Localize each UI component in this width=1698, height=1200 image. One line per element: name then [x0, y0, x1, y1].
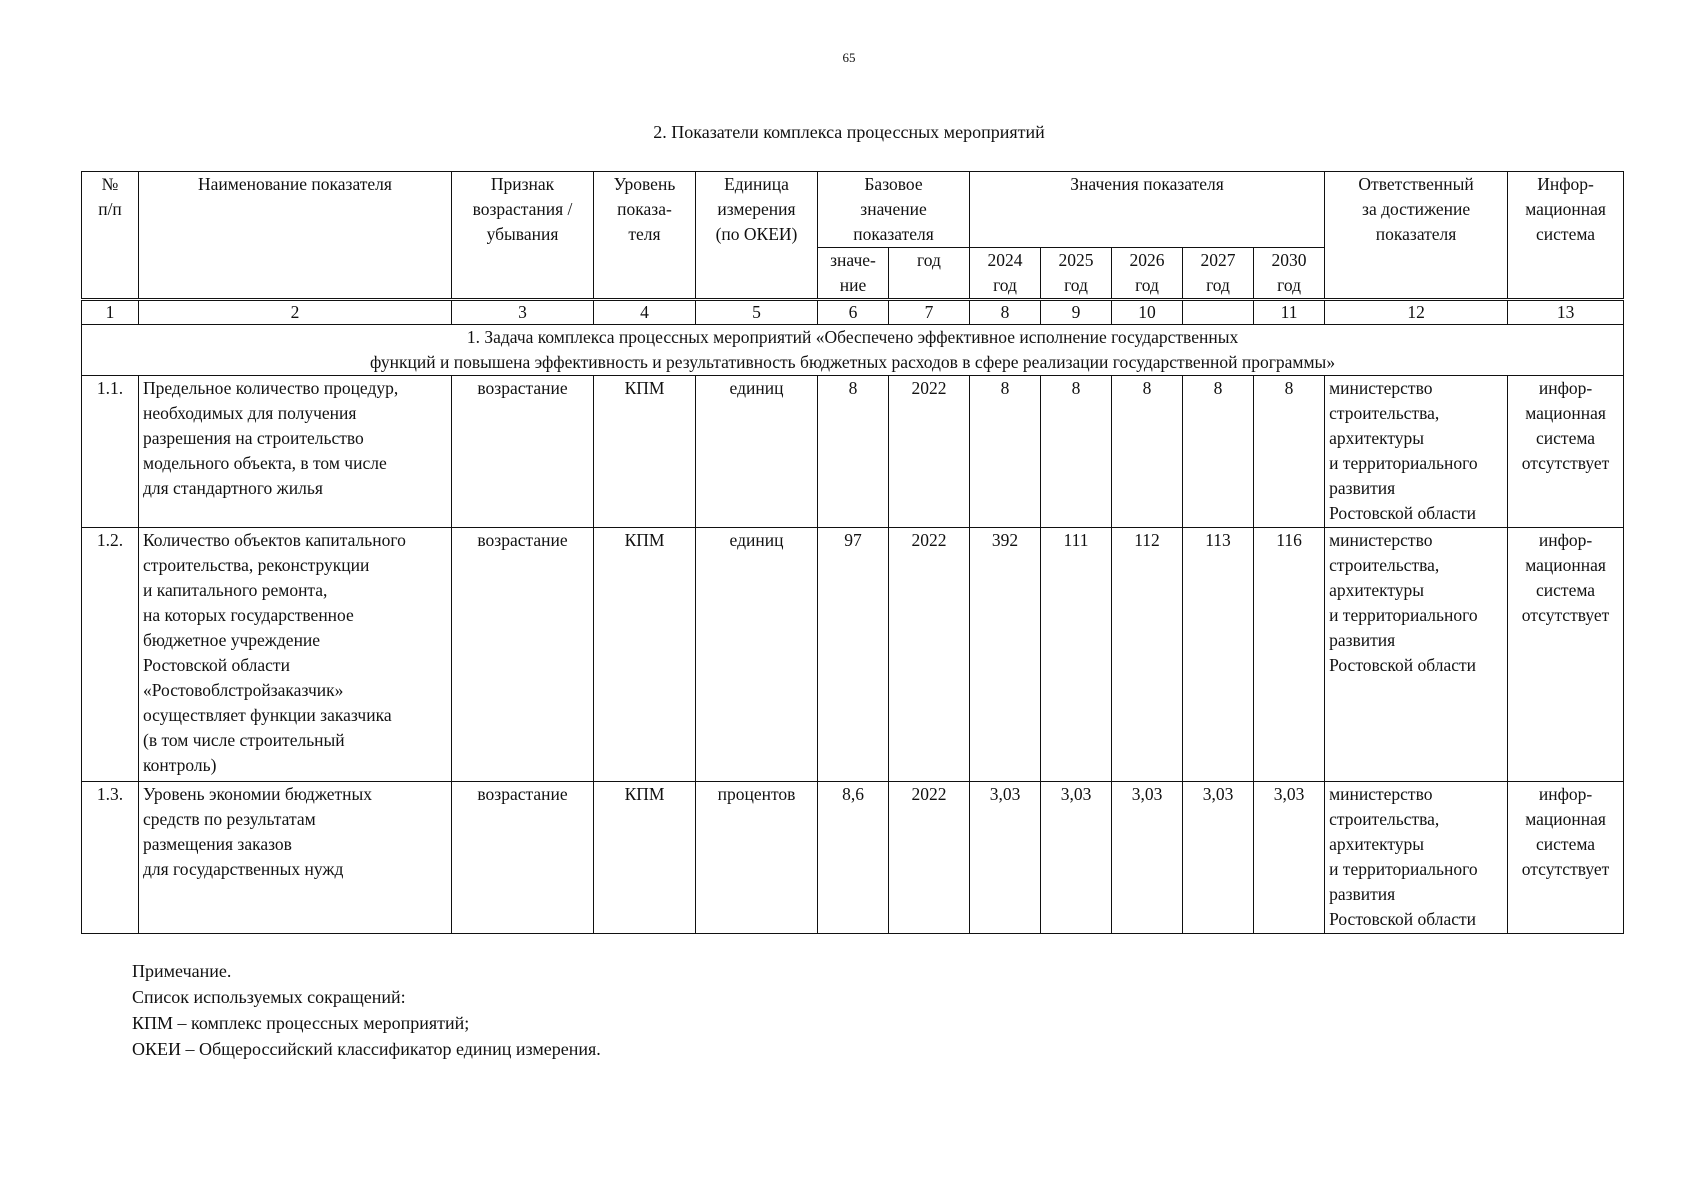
column-number: 11 — [1254, 300, 1325, 325]
column-number: 4 — [594, 300, 696, 325]
value-2026-cell: 112 — [1112, 528, 1183, 782]
responsible-cell: министерство строительства, архитектуры и территориального развития Ростовской области — [1325, 376, 1508, 528]
responsible-cell: министерство строительства, архитектуры и территориального развития Ростовской области — [1325, 782, 1508, 934]
value-2027-cell: 113 — [1183, 528, 1254, 782]
header-2024: 2024 год — [970, 248, 1041, 300]
column-number: 13 — [1508, 300, 1624, 325]
value-2026-cell: 8 — [1112, 376, 1183, 528]
header-number: № п/п — [82, 172, 139, 300]
value-2030-cell: 8 — [1254, 376, 1325, 528]
value-2024-cell: 8 — [970, 376, 1041, 528]
header-2025: 2025 год — [1041, 248, 1112, 300]
value-2026-cell: 3,03 — [1112, 782, 1183, 934]
indicator-name: Количество объектов капитального строительства, реконструкции и капитального ремонта, на которых государственное бюджетное учреждение Ростовской области «Ростовоблстройзаказчик» осуществляет функции заказчика (в том числе строительный контроль) — [139, 528, 452, 782]
header-base-value: значе- ние — [818, 248, 889, 300]
task-row — [82, 325, 1624, 376]
indicators-table — [81, 171, 1624, 934]
unit-cell: единиц — [696, 528, 818, 782]
value-2025-cell: 111 — [1041, 528, 1112, 782]
column-number — [1183, 300, 1254, 325]
base-value-cell: 8,6 — [818, 782, 889, 934]
column-number: 7 — [889, 300, 970, 325]
value-2025-cell: 8 — [1041, 376, 1112, 528]
table-row — [82, 376, 1624, 528]
column-number: 5 — [696, 300, 818, 325]
header-base: Базовое значение показателя — [818, 172, 970, 248]
header-base-year: год — [889, 248, 970, 300]
header-2027: 2027 год — [1183, 248, 1254, 300]
column-number: 1 — [82, 300, 139, 325]
trend-cell: возрастание — [452, 782, 594, 934]
note-line: Примечание. — [132, 961, 232, 981]
indicator-name: Предельное количество процедур, необходимых для получения разрешения на строительство модельного объекта, в том числе для стандартного жилья — [139, 376, 452, 528]
responsible-cell: министерство строительства, архитектуры и территориального развития Ростовской области — [1325, 528, 1508, 782]
value-2030-cell: 116 — [1254, 528, 1325, 782]
note-line: ОКЕИ – Общероссийский классификатор единиц измерения. — [132, 1039, 601, 1059]
note-line: Список используемых сокращений: — [132, 987, 406, 1007]
value-2030-cell: 3,03 — [1254, 782, 1325, 934]
info-system-cell: инфор- мационная система отсутствует — [1508, 528, 1624, 782]
level-cell: КПМ — [594, 782, 696, 934]
info-system-cell: инфор- мационная система отсутствует — [1508, 782, 1624, 934]
trend-cell: возрастание — [452, 528, 594, 782]
note-line: КПМ – комплекс процессных мероприятий; — [132, 1013, 470, 1033]
header-responsible: Ответственный за достижение показателя — [1325, 172, 1508, 300]
page-number: 65 — [842, 50, 856, 65]
value-2024-cell: 392 — [970, 528, 1041, 782]
table-row — [82, 528, 1624, 782]
info-system-cell: инфор- мационная система отсутствует — [1508, 376, 1624, 528]
header-values: Значения показателя — [970, 172, 1325, 248]
table-row — [82, 782, 1624, 934]
value-2027-cell: 8 — [1183, 376, 1254, 528]
column-number-row — [82, 300, 1624, 325]
value-2024-cell: 3,03 — [970, 782, 1041, 934]
header-unit: Единица измерения (по ОКЕИ) — [696, 172, 818, 300]
column-number: 10 — [1112, 300, 1183, 325]
task-title: 1. Задача комплекса процессных мероприятий «Обеспечено эффективное исполнение государственных функций и повышена эффективность и результативность бюджетных расходов в сфере реализации государственной программы» — [82, 325, 1624, 376]
base-value-cell: 97 — [818, 528, 889, 782]
column-number: 2 — [139, 300, 452, 325]
column-number: 8 — [970, 300, 1041, 325]
level-cell: КПМ — [594, 528, 696, 782]
column-number: 9 — [1041, 300, 1112, 325]
header-2030: 2030 год — [1254, 248, 1325, 300]
base-year-cell: 2022 — [889, 528, 970, 782]
indicator-name: Уровень экономии бюджетных средств по результатам размещения заказов для государственных нужд — [139, 782, 452, 934]
header-2026: 2026 год — [1112, 248, 1183, 300]
base-value-cell: 8 — [818, 376, 889, 528]
value-2025-cell: 3,03 — [1041, 782, 1112, 934]
row-number: 1.2. — [82, 528, 139, 782]
page-heading: 2. Показатели комплекса процессных мероприятий — [653, 122, 1045, 142]
unit-cell: процентов — [696, 782, 818, 934]
header-level: Уровень показа- теля — [594, 172, 696, 300]
header-row-1 — [82, 172, 1624, 248]
value-2027-cell: 3,03 — [1183, 782, 1254, 934]
column-number: 6 — [818, 300, 889, 325]
level-cell: КПМ — [594, 376, 696, 528]
header-trend: Признак возрастания / убывания — [452, 172, 594, 300]
row-number: 1.1. — [82, 376, 139, 528]
base-year-cell: 2022 — [889, 782, 970, 934]
notes — [132, 958, 601, 1062]
row-number: 1.3. — [82, 782, 139, 934]
column-number: 3 — [452, 300, 594, 325]
column-number: 12 — [1325, 300, 1508, 325]
header-info-system: Инфор- мационная система — [1508, 172, 1624, 300]
trend-cell: возрастание — [452, 376, 594, 528]
header-name: Наименование показателя — [139, 172, 452, 300]
unit-cell: единиц — [696, 376, 818, 528]
base-year-cell: 2022 — [889, 376, 970, 528]
